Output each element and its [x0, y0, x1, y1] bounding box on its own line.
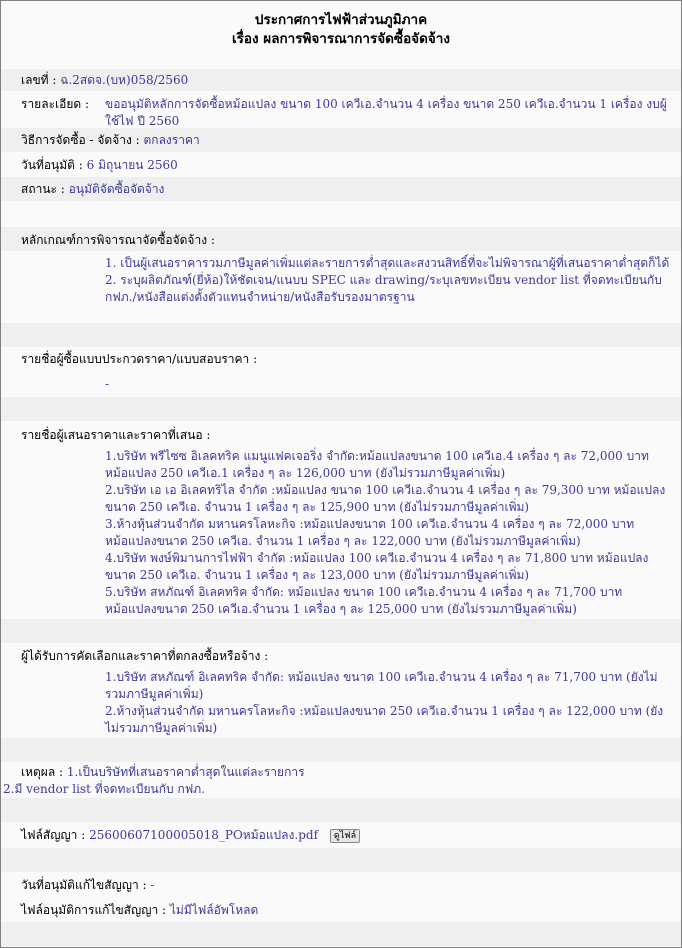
band-gap-6: [1, 848, 681, 872]
method-value: ตกลงราคา: [143, 133, 200, 147]
number-row: [21, 72, 677, 89]
contract-file-label: ไฟล์สัญญา :: [21, 828, 86, 842]
approved-date-label: วันที่อนุมัติ :: [21, 158, 83, 172]
list-item: 5.บริษัท สหภัณฑ์ อิเลคทริค จำกัด: หม้อแปลง ขนาด 100 เควีเอ.จำนวน 4 เครื่อง ๆ ละ 71,700 บาท หม้อแปลงขนาด 250 เควีเอ.จำนวน 1 เครื่อง ๆ ละ 125,000 บาท (ยังไม่รวมภาษีมูลค่าเพิ่ม): [105, 585, 623, 616]
status-value: อนุมัติจัดซื้อจัดจ้าง: [68, 182, 165, 196]
list-item: 1.บริษัท พรีไซซ อิเลคทริค แมนูแฟคเจอริ่ง จำกัด:หม้อแปลงขนาด 100 เควีเอ.4 เครื่อง ๆ ละ 72,000 บาท หม้อแปลง 250 เควีเอ.1 เครื่อง ๆ ละ 126,000 บาท (ยังไม่รวมภาษีมูลค่าเพิ่ม): [105, 449, 649, 480]
criteria-label: หลักเกณฑ์การพิจารณาจัดซื้อจัดจ้าง :: [21, 233, 215, 247]
contract-file-row: [21, 827, 677, 844]
buyers-value: -: [105, 377, 110, 391]
selected-list: [105, 669, 677, 737]
amend-date-value: -: [150, 878, 155, 892]
band-gap-4: [1, 738, 681, 762]
list-item: 3.ห้างหุ้นส่วนจำกัด มหานครโลหะกิจ :หม้อแปลงขนาด 100 เควีเอ.จำนวน 4 เครื่อง ๆ ละ 72,000 บาท หม้อแปลงขนาด 250 เควีเอ. จำนวน 1 เครื่อง ๆ ละ 122,000 บาท (ยังไม่รวมภาษีมูลค่าเพิ่ม): [105, 517, 635, 548]
amend-file-label: ไฟล์อนุมัติการแก้ไขสัญญา :: [21, 903, 167, 917]
amend-date-row: [21, 877, 677, 894]
amend-file-row: [21, 902, 677, 919]
number-label: เลขที่ :: [21, 73, 57, 87]
band-gap-2: [1, 397, 681, 421]
reason-line-1: 1.เป็นบริษัทที่เสนอราคาต่ำสุดในแต่ละรายการ: [66, 765, 305, 779]
list-item: 1.บริษัท สหภัณฑ์ อิเลคทริค จำกัด: หม้อแปลง ขนาด 100 เควีเอ.จำนวน 4 เครื่อง ๆ ละ 71,700 บาท (ยังไม่รวมภาษีมูลค่าเพิ่ม): [105, 670, 658, 701]
reason-row: [21, 764, 677, 781]
amend-file-value: ไม่มีไฟล์อัพโหลด: [169, 903, 259, 917]
view-file-button[interactable]: ดูไฟล์: [330, 829, 360, 843]
status-row: [21, 181, 677, 198]
status-label: สถานะ :: [21, 182, 65, 196]
buyers-label: รายชื่อผู้ซื้อแบบประกวดราคา/แบบสอบราคา :: [21, 352, 258, 366]
detail-row: [21, 96, 677, 130]
bidders-list: [105, 448, 677, 618]
band-gap-3: [1, 619, 681, 643]
header-title: ประกาศการไฟฟ้าส่วนภูมิภาค: [254, 12, 428, 28]
method-row: [21, 132, 677, 149]
detail-value: ขออนุมัติหลักการจัดซื้อหม้อแปลง ขนาด 100 เควีเอ.จำนวน 4 เครื่อง ขนาด 250 เควีเอ.จำนวน 1 เครื่อง งบผู้ใช้ไฟ ปี 2560: [105, 97, 667, 128]
list-item: 4.บริษัท พงษ์พิมานการไฟฟ้า จำกัด :หม้อแปลง 100 เควีเอ.จำนวน 4 เครื่อง ๆ ละ 71,800 บาท หม้อแปลงขนาด 250 เควีเอ. จำนวน 1 เครื่อง ๆ ละ 123,000 บาท (ยังไม่รวมภาษีมูลค่าเพิ่ม): [105, 551, 649, 582]
approved-date-value: 6 มิถุนายน 2560: [86, 158, 178, 172]
method-label: วิธีการจัดซื้อ - จัดจ้าง :: [21, 133, 140, 147]
detail-label: รายละเอียด :: [21, 97, 90, 111]
band-bottom: [1, 922, 681, 946]
band-gap-1: [1, 323, 681, 347]
approved-date-row: [21, 157, 677, 174]
announcement-header: [1, 11, 681, 49]
list-item: 1. เป็นผู้เสนอราคารวมภาษีมูลค่าเพิ่มแต่ละรายการต่ำสุดและสงวนสิทธิ์ที่จะไม่พิจารณาผู้ที่เสนอราคาต่ำสุดก็ได้: [105, 256, 670, 270]
selected-label: ผู้ได้รับการคัดเลือกและราคาที่ตกลงซื้อหรือจ้าง :: [21, 649, 269, 663]
header-subtitle: เรื่อง ผลการพิจารณาการจัดซื้อจัดจ้าง: [232, 31, 450, 47]
list-item: 2.ห้างหุ้นส่วนจำกัด มหานครโลหะกิจ :หม้อแปลงขนาด 250 เควีเอ.จำนวน 1 เครื่อง ๆ ละ 122,000 บาท (ยังไม่รวมภาษีมูลค่าเพิ่ม): [105, 704, 664, 735]
list-item: 2. ระบุผลิตภัณฑ์(ยี่ห้อ)ให้ชัดเจน/แนบบ SPEC และ drawing/ระบุเลขทะเบียน vendor list ที่จดทะเบียนกับ กฟภ./หนังสือแต่งตั้งตัวแทนจำหน่าย/หนังสือรับรองมาตรฐาน: [105, 273, 662, 304]
list-item: 2.บริษัท เอ เอ อิเลคทริไล จำกัด :หม้อแปลง ขนาด 100 เควีเอ.จำนวน 4 เครื่อง ๆ ละ 79,300 บาท หม้อแปลงขนาด 250 เควีเอ. จำนวน 1 เครื่อง ๆ ละ 125,900 บาท (ยังไม่รวมภาษีมูลค่าเพิ่ม): [105, 483, 666, 514]
number-value: ฉ.2สดจ.(บห)058/2560: [60, 73, 189, 87]
band-gap-5: [1, 798, 681, 822]
reason-label: เหตุผล :: [21, 765, 64, 779]
contract-file-name[interactable]: 25600607100005018_POหม้อแปลง.pdf: [89, 828, 319, 842]
reason-line-2: 2.มี vendor list ที่จดทะเบียนกับ กฟภ.: [3, 782, 205, 796]
amend-date-label: วันที่อนุมัติแก้ไขสัญญา :: [21, 878, 147, 892]
bidders-label: รายชื่อผู้เสนอราคาและราคาที่เสนอ :: [21, 428, 211, 442]
criteria-list: [105, 255, 677, 306]
